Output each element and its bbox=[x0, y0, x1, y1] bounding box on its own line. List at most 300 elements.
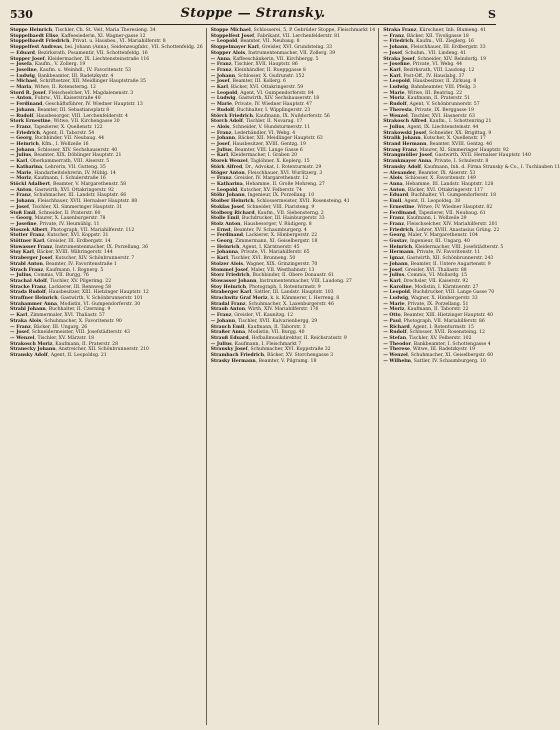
entry-text: Tischler, XVII. Hauptstr. 86 bbox=[234, 62, 298, 68]
entry-name: Storz Friedrich bbox=[210, 273, 250, 279]
entry-separator: , bbox=[244, 324, 248, 330]
entry-separator: , bbox=[36, 221, 40, 227]
entry-text: Beamter, V. Margarethenstr. 58 bbox=[52, 181, 127, 187]
entry-text: Beamter, XIX. Döblinger Hauptstr. 21 bbox=[34, 153, 122, 159]
entry-text: Oberkammerrath, VIII. Alserstr. 5 bbox=[30, 159, 110, 165]
entry-text: Greisler, XVI. Grundsteing. 33 bbox=[261, 45, 333, 51]
entry-text: Kutscher, XVI. Koppstr. 31 bbox=[47, 233, 109, 239]
entry-text: Beamter, IX. Alserstr. 53 bbox=[418, 170, 476, 176]
entry-name: — Franz bbox=[10, 124, 31, 130]
entry-separator: , bbox=[413, 39, 417, 45]
entry-separator: , bbox=[407, 261, 411, 267]
entry-separator: , bbox=[401, 199, 405, 205]
entry-separator: , bbox=[44, 239, 48, 245]
entry-separator: , bbox=[410, 358, 414, 364]
entry-name: — Eduard bbox=[10, 50, 35, 56]
entry-separator: , bbox=[231, 341, 235, 347]
entry-separator: , bbox=[227, 85, 231, 91]
entry-separator: , bbox=[30, 324, 34, 330]
entry-name: — Julius bbox=[210, 341, 232, 347]
entry-name: — Ludwig bbox=[210, 96, 236, 102]
entry-name: Stolzer Alois bbox=[210, 261, 244, 267]
entry-name: Stoppelmayer Karl bbox=[210, 45, 259, 51]
entry-separator: , bbox=[420, 136, 424, 142]
entry-separator: , bbox=[242, 164, 246, 170]
entry-separator: , bbox=[44, 233, 48, 239]
entry-name: — Georg bbox=[10, 136, 32, 142]
entry-text: Private, IV. Wiedner Hauptstr. 47 bbox=[234, 102, 312, 108]
entry-separator: , bbox=[231, 176, 235, 182]
entry-separator: , bbox=[242, 119, 246, 125]
entry-separator: , bbox=[39, 130, 43, 136]
entry-separator: , bbox=[431, 159, 435, 165]
entry-text: Kaufm., VII. Siebensterng. 2 bbox=[257, 210, 324, 216]
entry-text: Schneider, XX. Brigittag. 9 bbox=[429, 130, 492, 136]
entry-name: — Julius bbox=[383, 124, 405, 130]
entry-separator: , bbox=[235, 96, 239, 102]
entry-name: — Rudolf bbox=[10, 113, 34, 119]
entry-text: Fuhrw., VII. Kaiserstraße 40 bbox=[34, 96, 101, 102]
entry-text: Tischler, XVI. Brunneng. 50 bbox=[230, 256, 296, 262]
entry-separator: , bbox=[404, 233, 408, 239]
entry-name: — Theodor bbox=[383, 341, 411, 347]
entry-name: Stoß Emil bbox=[10, 210, 36, 216]
entry-name: Stoppe Michael bbox=[210, 28, 251, 33]
entry-text: Kaufmann, II. Praterstr. 51 bbox=[407, 96, 471, 102]
entry-text: Hofballmusikdirektor, II. Reichsratsstr. 9 bbox=[251, 335, 347, 341]
entry-text: Gastwirth, XVI. Ottakringerstr. 92 bbox=[34, 187, 114, 193]
entry-text: Schuhmacher, XVI. Koppstraße 32 bbox=[250, 347, 331, 353]
entry-separator: , bbox=[258, 45, 262, 51]
entry-text: Wagner, XIX. Grinzingerstr. 70 bbox=[246, 261, 318, 267]
entry-separator: , bbox=[402, 181, 406, 187]
entry-text: Lackierer, X. Himbergerstr. 22 bbox=[245, 233, 318, 239]
entry-separator: , bbox=[42, 102, 46, 108]
entry-separator: , bbox=[231, 147, 235, 153]
entry-text: Buchbinder, II. Obere Donaustr. 61 bbox=[252, 273, 335, 279]
entry-text: Beamter, VII. Neubaug. 8 bbox=[240, 39, 300, 45]
entry-name: — Heinrich bbox=[10, 142, 39, 148]
entry-name: Stranecky Johann bbox=[10, 347, 56, 353]
entry-text: Hausbesitzer, II. Zirkusg. 8 bbox=[412, 79, 477, 85]
entry-separator: , bbox=[38, 142, 42, 148]
entry-separator: , bbox=[31, 62, 35, 68]
entry-name: — Leopold bbox=[383, 79, 410, 85]
entry-separator: , bbox=[44, 56, 48, 62]
entry-separator: , bbox=[416, 147, 420, 153]
entry-name: Straberger Josef bbox=[10, 256, 53, 262]
entry-name: Stransky Adolf bbox=[10, 353, 48, 359]
entry-separator: , bbox=[52, 341, 56, 347]
entry-name: Strach Franz bbox=[10, 267, 44, 273]
entry-name: — Emil bbox=[383, 199, 402, 205]
entry-separator: , bbox=[406, 335, 410, 341]
entry-name: — Karl bbox=[383, 67, 401, 73]
entry-text: Greisler, III. Erdbergstr. 14 bbox=[47, 239, 111, 245]
entry-separator: , bbox=[404, 307, 408, 313]
entry-name: Stopper Alois bbox=[210, 50, 246, 56]
entry-separator: , bbox=[55, 347, 59, 353]
entry-text: Wagner, X. Himbergerstr. 33 bbox=[411, 296, 478, 302]
entry-text: Zimmermann, XI. Geiselbergstr. 18 bbox=[235, 239, 318, 245]
entry-text: Bäcker, XVI. Ottakringerstr. 117 bbox=[407, 187, 483, 193]
entry-text: Maurer, XI. Simmeringer Hauptstr. 92 bbox=[419, 147, 509, 153]
entry-text: Tischler, XV. Pilgerimg. 22 bbox=[49, 278, 112, 284]
entry-text: Kleidermacher, IX. Liechtensteinstraße 116 bbox=[47, 56, 150, 62]
entry-name: — Heinrich bbox=[383, 244, 413, 250]
entry-name: Straka Alois bbox=[10, 318, 42, 324]
entry-name: — Josef bbox=[210, 79, 230, 85]
entry-name: Stoszek Albert bbox=[10, 227, 48, 233]
entry-separator: , bbox=[232, 239, 236, 245]
entry-text: Tischler, XVI. Hasnerstr. 63 bbox=[410, 113, 475, 119]
column-middle bbox=[211, 28, 380, 725]
entry-name: — Josef bbox=[10, 204, 29, 210]
entry-text: Kfm., I. Wollzeile 16 bbox=[41, 142, 89, 148]
entry-text: Schneider, II. Praterstr. 60 bbox=[38, 210, 101, 216]
entry-text: Beamter, XIII. Hietzinger Hauptstr. 40 bbox=[403, 313, 494, 319]
entry-name: — Friedrich bbox=[383, 39, 414, 45]
entry-name: — Julius bbox=[383, 273, 405, 279]
entry-name: — Karl bbox=[210, 153, 228, 159]
entry-separator: , bbox=[237, 187, 241, 193]
entry-separator: , bbox=[413, 250, 417, 256]
entry-text: Agent, II. Leopoldsg. 21 bbox=[50, 353, 107, 359]
entry-separator: , bbox=[28, 330, 32, 336]
entry-separator: , bbox=[250, 28, 254, 33]
entry-name: Strauß Eduard bbox=[210, 335, 249, 341]
entry-text: Tischler, Ch. St. Veit, Maria Theresieng. 34 bbox=[55, 28, 156, 33]
entry-name: — Josef bbox=[10, 330, 29, 336]
entry-name: — Johann bbox=[10, 199, 35, 205]
entry-name: Stoy Heinrich bbox=[210, 284, 247, 290]
entry-name: Strang Franz bbox=[383, 147, 417, 153]
entry-separator: , bbox=[45, 307, 49, 313]
entry-text: Modistin, VI. Gumpendorferstr. 30 bbox=[59, 301, 141, 307]
entry-separator: , bbox=[46, 278, 50, 284]
entry-text: Dr., Advokat, I. Rotenturmstr. 29 bbox=[245, 164, 322, 170]
entry-text: Schuhmacher, III. Landstr. Hauptstr. 66 bbox=[33, 193, 127, 199]
entry-text: Kaufmann, I. Bognerg. 5 bbox=[46, 267, 104, 273]
entry-name: — Karl bbox=[10, 313, 28, 319]
entry-separator: , bbox=[254, 33, 258, 39]
entry-text: Private, IX. Berggasse 19 bbox=[414, 107, 474, 113]
entry-text: Photograph, VII. Mariahilferstr. 112 bbox=[50, 227, 135, 233]
entry-name: — Josefine bbox=[10, 221, 37, 227]
entry-separator: , bbox=[411, 284, 415, 290]
entry-text: Sattler, IV. Schaumburgerg. 10 bbox=[413, 358, 486, 364]
entry-separator: , bbox=[409, 290, 413, 296]
entry-text: Kaufm., I. Schottenring 21 bbox=[429, 119, 492, 125]
entry-text: Commis, VII. Burgg. 76 bbox=[34, 273, 89, 279]
entry-text: Beamter, XVIII. Gentzg. 46 bbox=[429, 142, 492, 148]
entry-separator: , bbox=[52, 28, 56, 33]
entry-name: Strachwitz Graf Moriz bbox=[210, 296, 268, 302]
entry-separator: , bbox=[426, 119, 430, 125]
entry-name: — Leopold bbox=[210, 187, 238, 193]
entry-text: Schneidermeister, VIII. Josefstädterstr. 43 bbox=[31, 330, 130, 336]
entry-text: Greisler, XVI. Thaliastr. 88 bbox=[405, 267, 467, 273]
entry-separator: , bbox=[410, 341, 414, 347]
entry-name: — Wenzel bbox=[383, 353, 408, 359]
entry-separator: , bbox=[69, 39, 73, 45]
entry-name: Stolberg Richard bbox=[210, 210, 255, 216]
entry-text: Schneider, V. Hundsturmerstr. 11 bbox=[232, 124, 311, 130]
entry-separator: , bbox=[247, 159, 251, 165]
entry-text: Schuhmacher, X. Favoritenstr. 90 bbox=[44, 318, 122, 324]
entry-separator: , bbox=[402, 50, 406, 56]
entry-name: Stoppelfest Andreas bbox=[10, 45, 62, 51]
entry-name: — Ludwig bbox=[383, 85, 409, 91]
entry-separator: , bbox=[34, 147, 38, 153]
entry-name: — Ferdinand bbox=[10, 102, 43, 108]
entry-name: Strangmüller Josef bbox=[383, 153, 432, 159]
entry-name: Straffner Heinrich bbox=[10, 296, 58, 302]
entry-text: Schlosserei, 5, P. Gebrüder Stoppe, Fleischmarkt 14 bbox=[253, 28, 376, 33]
entry-text: Kaufmann, II. Taborstr. 3 bbox=[247, 324, 306, 330]
entry-name: — Therese bbox=[383, 347, 410, 353]
entry-separator: , bbox=[245, 330, 249, 336]
entry-text: Beamter, III. Kollerg. 6 bbox=[232, 79, 286, 85]
entry-name: — Otto bbox=[383, 313, 401, 319]
entry-name: — Georg bbox=[210, 239, 233, 245]
entry-separator: , bbox=[231, 67, 235, 73]
entry-separator: , bbox=[406, 330, 410, 336]
entry-text: Lackierer, III. Rennweg 58 bbox=[48, 284, 112, 290]
entry-name: — Ernst bbox=[210, 227, 231, 233]
entry-text: Kaufmann, Inh. d. Firma Stransky & Co., I. Tuchlauben 11 bbox=[423, 164, 560, 170]
entry-name: Straberger Karl bbox=[210, 290, 252, 296]
entry-separator: , bbox=[402, 176, 406, 182]
entry-name: Strankmayer Anna bbox=[383, 159, 432, 165]
entry-name: — Franz bbox=[383, 221, 404, 227]
entry-name: — Franz bbox=[210, 130, 232, 136]
entry-separator: , bbox=[34, 50, 38, 56]
entry-text: Kaufmann, I. Schulerstraße 16 bbox=[34, 176, 106, 182]
entry-name: — Wenzel bbox=[10, 335, 35, 341]
entry-text: Post-Off., IV. Hauslabg. 37 bbox=[403, 73, 465, 79]
entry-text: Maler, V. Margarethenstr. 104 bbox=[407, 233, 478, 239]
entry-separator: , bbox=[43, 267, 47, 273]
entry-text: Photograph, VII. Mariahilferstr. 86 bbox=[403, 318, 485, 324]
entry-name: — Franz bbox=[210, 67, 232, 73]
entry-text: Lederhändler, VI. Webg. 4 bbox=[234, 130, 296, 136]
entry-name: — Eduard bbox=[383, 193, 409, 199]
entry-text: Beamter, V. Pilgramg. 18 bbox=[258, 358, 317, 364]
entry-name: Stommel Josef bbox=[210, 267, 248, 273]
entry-name: — Katharina bbox=[210, 181, 243, 187]
entry-text: Witwe, II. Rotensterng. 12 bbox=[34, 85, 96, 91]
entry-text: Buchhalter, I. Wipplingerstr. 23 bbox=[236, 107, 311, 113]
entry-name: — Josef bbox=[383, 267, 403, 273]
entry-text: Beamter, VIII. Lange Gasse 6 bbox=[234, 147, 303, 153]
entry-text: Fleischhauer, III. Erdbergstr. 33 bbox=[410, 45, 486, 51]
entry-separator: , bbox=[229, 124, 233, 130]
entry-text: Schriftsetzer, XII. Meidlinger Hauptstraße 35 bbox=[39, 79, 146, 85]
entry-text: Modistin, VII. Burgg. 40 bbox=[248, 330, 305, 336]
entry-name: Stöhr Johann bbox=[210, 193, 245, 199]
entry-name: Strada Rudolf bbox=[10, 290, 46, 296]
entry-name: Straka Franz bbox=[383, 28, 417, 33]
entry-separator: , bbox=[402, 267, 406, 273]
entry-separator: , bbox=[31, 170, 35, 176]
entry-separator: , bbox=[47, 353, 51, 359]
entry-name: — Franz bbox=[210, 313, 232, 319]
entry-text: Hausbesitzer, XIII. Hietzinger Hauptstr. 12 bbox=[48, 290, 149, 296]
entry-name: Stoppe Heinrich bbox=[10, 28, 53, 33]
entry-separator: , bbox=[239, 216, 242, 222]
entry-text: Buchdrucker, VIII. Lange Gasse 70 bbox=[412, 290, 495, 296]
entry-separator: , bbox=[45, 284, 49, 290]
entry-name: — Leopold bbox=[383, 290, 410, 296]
entry-text: Witwe, III. Radetzkystr. 19 bbox=[412, 347, 476, 353]
entry-name: — Michael bbox=[10, 79, 37, 85]
entry-name: — Anton bbox=[10, 187, 32, 193]
entry-text: Greisler, IV. Margarethenstr. 12 bbox=[234, 176, 309, 182]
entry-separator: , bbox=[245, 307, 248, 313]
entry-name: Stöckl Adalbert bbox=[10, 181, 51, 187]
entry-text: Hebamme, III. Landstr. Hauptstr. 128 bbox=[405, 181, 494, 187]
entry-separator: , bbox=[31, 273, 35, 279]
entry-name: — Stefan bbox=[383, 335, 407, 341]
entry-text: Fleischhauer, XVI. Wurlitzerg. 3 bbox=[247, 170, 323, 176]
entry-name: Straub Anton bbox=[210, 307, 246, 313]
entry-separator: , bbox=[403, 216, 407, 222]
entry-separator: , bbox=[409, 79, 413, 85]
entry-name: — Rudolf bbox=[383, 102, 407, 108]
entry-separator: , bbox=[404, 187, 408, 193]
entry-separator: , bbox=[248, 335, 252, 341]
entry-name: — Marie bbox=[383, 90, 405, 96]
entry-text: bei. Johann (Anna), Seidenzeugfabr., VII. Schottenfeldg. 26 bbox=[64, 45, 203, 51]
entry-name: — Anton bbox=[383, 187, 405, 193]
entry-text: Kleinhändler, II. Rueppgasse 8 bbox=[234, 67, 306, 73]
entry-separator: , bbox=[252, 113, 256, 119]
entry-separator: , bbox=[406, 102, 410, 108]
entry-text: Tischler, XI. Simmeringer Hauptstr. 31 bbox=[31, 204, 123, 210]
entry-separator: , bbox=[57, 296, 61, 302]
entry-name: — Franz bbox=[10, 193, 31, 199]
entry-separator: , bbox=[407, 45, 411, 51]
entry-name: — Wilhelm bbox=[383, 358, 411, 364]
entry-text: Bäcker, XV. Storchengasse 3 bbox=[266, 353, 334, 359]
entry-separator: , bbox=[407, 353, 411, 359]
entry-name: Stoklas Josef bbox=[210, 204, 244, 210]
entry-text: Lehrer, XVIII. Anastasius Grüng. 22 bbox=[416, 227, 500, 233]
entry-text: Beamter, III. Sebastiansplatz 8 bbox=[37, 107, 110, 113]
entry-text: Private, VI. Webg. 44 bbox=[412, 62, 463, 68]
entry-separator: , bbox=[237, 90, 241, 96]
entry-separator: , bbox=[414, 204, 418, 210]
entry-separator: , bbox=[416, 28, 420, 33]
entry-separator: , bbox=[247, 347, 251, 353]
entry-text: Handarbeitslehrerin, IV. Mühlg. 14 bbox=[34, 170, 116, 176]
entry-separator: , bbox=[31, 187, 35, 193]
column-right bbox=[383, 28, 560, 725]
entry-separator: , bbox=[50, 119, 54, 125]
entry-name: — Franz bbox=[383, 33, 404, 39]
entry-text: Fleischselcher, XIV. Mariahilferstr. 201 bbox=[406, 221, 498, 227]
entry-name: — Julius bbox=[10, 153, 32, 159]
entry-separator: , bbox=[235, 136, 238, 142]
entry-separator: , bbox=[243, 204, 247, 210]
entry-separator: , bbox=[33, 250, 37, 256]
entry-name: Stoiber Heinrich bbox=[210, 199, 254, 205]
entry-text: Bankbeamter, I. Schottengasse 4 bbox=[413, 341, 491, 347]
entry-name: — Alexander bbox=[383, 170, 416, 176]
entry-name: — Johann bbox=[383, 261, 408, 267]
entry-text: k. k. Kämmerer, I. Herreng. 8 bbox=[270, 296, 340, 302]
entry-name: Strahammer Anna bbox=[10, 301, 58, 307]
entry-text: Kürschner, Inh. Blumeng. 41 bbox=[419, 28, 487, 33]
entry-text: Drechsler, VII. Kaiserstr. 92 bbox=[403, 278, 469, 284]
entry-separator: , bbox=[31, 136, 35, 142]
entry-text: Sattler, III. Landstr. Hauptstr. 103 bbox=[254, 290, 334, 296]
entry-separator: , bbox=[426, 142, 430, 148]
entry-text: Schuhmacher, X. Laxenburgerstr. 46 bbox=[248, 301, 334, 307]
entry-separator: , bbox=[404, 90, 408, 96]
entry-separator: , bbox=[400, 318, 404, 324]
entry-name: — Johann bbox=[210, 318, 236, 324]
entry-separator: , bbox=[30, 124, 34, 130]
entry-text: Agent, VI. Gumpendorferstr. 84 bbox=[240, 90, 314, 96]
entry-name: Störck Friedrich bbox=[210, 113, 253, 119]
entry-separator: , bbox=[34, 199, 38, 205]
entry-name: Straßer Anna bbox=[210, 330, 246, 336]
entry-text: Ingenieur, IX. Porzellang. 10 bbox=[247, 193, 315, 199]
entry-separator: , bbox=[238, 250, 241, 256]
entry-name: Stransky Josef bbox=[210, 347, 248, 353]
entry-text: Kleidermacher, I. Graben 20 bbox=[230, 153, 298, 159]
entry-name: — Johanna bbox=[210, 250, 239, 256]
entry-name: — Marie bbox=[383, 301, 405, 307]
entry-text: Kutscher, XIV. Schönbrunnerstr. 7 bbox=[55, 256, 135, 262]
directory-entry bbox=[211, 359, 376, 365]
entry-separator: , bbox=[237, 39, 241, 45]
entry-name: Stöttner Karl bbox=[10, 239, 45, 245]
entry-separator: , bbox=[47, 227, 51, 233]
entry-name: — Theresia bbox=[383, 107, 412, 113]
entry-name: — Moriz bbox=[383, 307, 405, 313]
entry-text: Agent, I. Rotenturmstr. 15 bbox=[412, 324, 474, 330]
entry-text: Wirth, XIV. Mariahilferstr. 176 bbox=[247, 307, 319, 313]
entry-name: — Ferdinand bbox=[383, 210, 416, 216]
entry-text: Schuhmacher, XI. Geiselbergstr. 60 bbox=[410, 353, 494, 359]
entry-name: — Ferdinand bbox=[210, 233, 243, 239]
entry-text: Private, IV. Heumühlg. 11 bbox=[39, 221, 100, 227]
entry-name: — Karl bbox=[383, 73, 401, 79]
entry-text: Kutscher, X. Quellenstr. 17 bbox=[423, 136, 486, 142]
entry-separator: , bbox=[403, 256, 407, 262]
entry-name: Stork Ernestine bbox=[10, 119, 51, 125]
entry-text: Instrumentenmacher, VIII. Laudong. 27 bbox=[259, 278, 352, 284]
entry-separator: , bbox=[33, 113, 37, 119]
entry-separator: , bbox=[426, 130, 430, 136]
entry-text: Hausbesorger, VIII. Lerchenfelderstr. 4 bbox=[36, 113, 128, 119]
entry-name: Stowasser Franz bbox=[10, 244, 53, 250]
entry-separator: , bbox=[28, 204, 32, 210]
entry-text: Beamter, IV. Schaumburgerg. 4 bbox=[233, 227, 307, 233]
entry-text: Privat. u. Hausbes., VI. Mariahilferstr. 8 bbox=[72, 39, 166, 45]
entry-text: Kaufm., V. Zollerg. 19 bbox=[34, 62, 86, 68]
entry-name: Stoppelfest Josef bbox=[210, 33, 255, 39]
entry-name: Stoppelbaedt Friedrich bbox=[10, 39, 70, 45]
entry-text: Modistin, I. Kärntnerstr. 27 bbox=[414, 284, 479, 290]
entry-separator: , bbox=[404, 273, 408, 279]
entry-name: — Julius bbox=[10, 273, 32, 279]
entry-text: Ingenieur, III. Ungarg. 40 bbox=[409, 239, 470, 245]
entry-name: — Karl bbox=[210, 256, 228, 262]
